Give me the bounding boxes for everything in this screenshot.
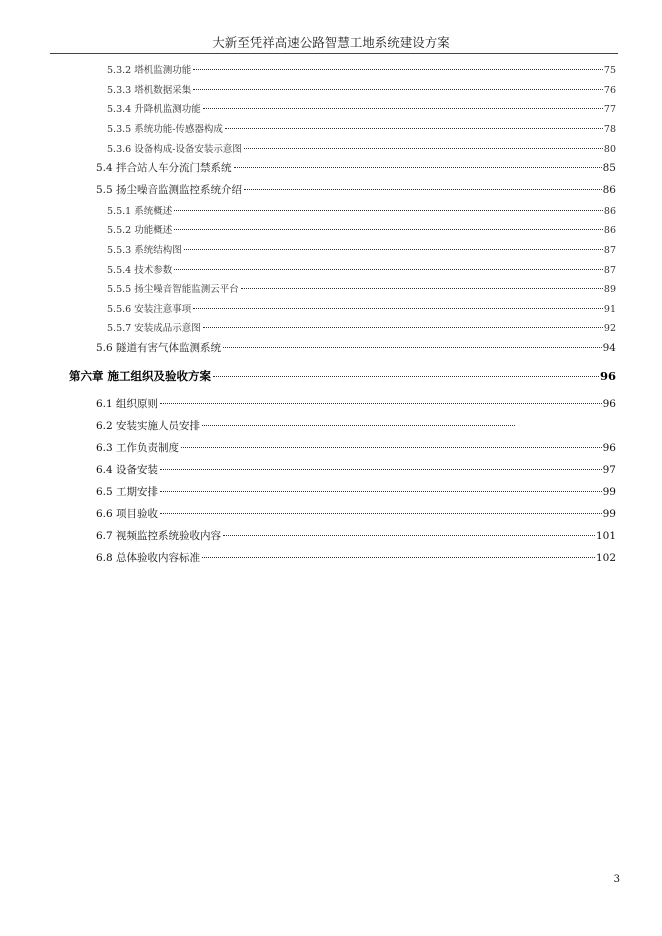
toc-leader-dots xyxy=(234,166,602,168)
toc-entry-label: 5.5.7 安装成品示意图 xyxy=(107,323,201,334)
toc-entry-page: 94 xyxy=(602,342,616,354)
toc-entry-label: 5.5.5 扬尘噪音智能监测云平台 xyxy=(107,284,239,295)
toc-leader-dots xyxy=(174,268,603,270)
toc-entry[interactable] xyxy=(96,160,616,176)
toc-leader-dots xyxy=(160,490,602,492)
toc-entry-page: 80 xyxy=(603,144,616,155)
toc-entry-page: 101 xyxy=(595,530,616,542)
toc-leader-dots xyxy=(244,188,602,190)
toc-leader-dots xyxy=(223,346,602,348)
toc-entry-page: 99 xyxy=(602,486,616,498)
toc-entry-label: 6.1 组织原则 xyxy=(96,398,159,410)
toc-entry-label: 5.3.6 设备构成-设备安装示意图 xyxy=(107,144,242,155)
toc-leader-dots xyxy=(213,375,599,377)
toc-entry-label: 5.5.4 技术参数 xyxy=(107,265,173,276)
toc-entry-label: 第六章 施工组织及验收方案 xyxy=(69,369,212,383)
toc-leader-dots xyxy=(225,127,603,129)
toc-entry[interactable] xyxy=(96,462,616,478)
toc-entry[interactable] xyxy=(107,242,616,258)
toc-entry-chapter[interactable] xyxy=(69,368,616,384)
toc-entry[interactable] xyxy=(107,301,616,317)
toc-leader-dots xyxy=(203,326,603,328)
toc-entry-label: 6.3 工作负责制度 xyxy=(96,442,180,454)
toc-leader-dots xyxy=(160,512,602,514)
toc-entry[interactable] xyxy=(96,528,616,544)
toc-entry-page: 96 xyxy=(602,398,616,410)
toc-entry-page: 87 xyxy=(603,245,616,256)
toc-entry-page: 78 xyxy=(603,124,616,135)
toc-entry-page: 86 xyxy=(603,225,616,236)
toc-entry-label: 5.5 扬尘噪音监测监控系统介绍 xyxy=(96,184,243,196)
toc-leader-dots xyxy=(244,147,603,149)
toc-entry[interactable] xyxy=(107,222,616,238)
toc-entry-label: 5.5.1 系统概述 xyxy=(107,206,173,217)
toc-entry[interactable] xyxy=(96,182,616,198)
toc-entry[interactable] xyxy=(107,121,616,137)
toc-entry-page: 86 xyxy=(602,184,616,196)
toc-entry-page: 102 xyxy=(595,552,616,564)
toc-entry[interactable] xyxy=(107,281,616,297)
toc-leader-dots xyxy=(193,88,603,90)
toc-leader-dots xyxy=(184,248,603,250)
toc-entry-label: 5.6 隧道有害气体监测系统 xyxy=(96,342,222,354)
toc-entry-label: 5.5.2 功能概述 xyxy=(107,225,173,236)
toc-leader-dots xyxy=(223,534,595,536)
toc-leader-dots xyxy=(202,556,595,558)
toc-leader-dots xyxy=(193,307,603,309)
toc-entry[interactable] xyxy=(96,418,516,434)
toc-entry-page: 86 xyxy=(603,206,616,217)
toc-entry[interactable] xyxy=(96,396,616,412)
toc-entry-page: 76 xyxy=(603,85,616,96)
toc-leader-dots xyxy=(174,209,603,211)
toc-entry-label: 5.3.2 塔机监测功能 xyxy=(107,65,192,76)
toc-leader-dots xyxy=(160,402,602,404)
toc-entry-label: 5.5.6 安装注意事项 xyxy=(107,304,192,315)
toc-leader-dots xyxy=(241,287,603,289)
toc-entry-page: 77 xyxy=(603,104,616,115)
toc-leader-dots xyxy=(193,68,603,70)
toc-entry[interactable] xyxy=(96,440,616,456)
toc-entry-page: 96 xyxy=(602,442,616,454)
page-header-title: 大新至凭祥高速公路智慧工地系统建设方案 xyxy=(212,35,450,50)
toc-entry-page: 87 xyxy=(603,265,616,276)
toc-entry[interactable] xyxy=(96,484,616,500)
toc-entry[interactable] xyxy=(107,141,616,157)
toc-entry-label: 5.4 拌合站人车分流门禁系统 xyxy=(96,162,232,174)
toc-entry-label: 6.6 项目验收 xyxy=(96,508,159,520)
toc-entry-page: 75 xyxy=(603,65,616,76)
toc-entry[interactable] xyxy=(107,82,616,98)
toc-entry-label: 5.3.3 塔机数据采集 xyxy=(107,85,192,96)
toc-leader-dots xyxy=(174,228,603,230)
page-number: 3 xyxy=(613,874,620,885)
toc-entry[interactable] xyxy=(107,62,616,78)
toc-entry-page: 97 xyxy=(602,464,616,476)
toc-entry[interactable] xyxy=(107,262,616,278)
toc-leader-dots xyxy=(202,424,515,426)
toc-leader-dots xyxy=(203,107,603,109)
toc-entry-page: 85 xyxy=(602,162,616,174)
toc-leader-dots xyxy=(181,446,602,448)
toc-entry[interactable] xyxy=(107,320,616,336)
toc-entry-page: 91 xyxy=(603,304,616,315)
toc-entry[interactable] xyxy=(96,550,616,566)
toc-entry-page: 99 xyxy=(602,508,616,520)
toc-entry-page: 92 xyxy=(603,323,616,334)
toc-entry-label: 5.3.5 系统功能-传感器构成 xyxy=(107,124,223,135)
toc-entry-label: 6.4 设备安装 xyxy=(96,464,159,476)
toc-entry-label: 5.5.3 系统结构图 xyxy=(107,245,182,256)
toc-entry-label: 6.2 安装实施人员安排 xyxy=(96,420,201,432)
toc-entry[interactable] xyxy=(96,506,616,522)
toc-entry[interactable] xyxy=(107,203,616,219)
toc-entry[interactable] xyxy=(107,101,616,117)
toc-entry[interactable] xyxy=(96,340,616,356)
toc-entry-label: 5.3.4 升降机监测功能 xyxy=(107,104,201,115)
toc-entry-page: 96 xyxy=(599,369,616,383)
toc-leader-dots xyxy=(160,468,602,470)
toc-entry-label: 6.7 视频监控系统验收内容 xyxy=(96,530,222,542)
toc-entry-label: 6.8 总体验收内容标准 xyxy=(96,552,201,564)
header-rule xyxy=(50,53,618,54)
toc-entry-page: 89 xyxy=(603,284,616,295)
toc-entry-label: 6.5 工期安排 xyxy=(96,486,159,498)
